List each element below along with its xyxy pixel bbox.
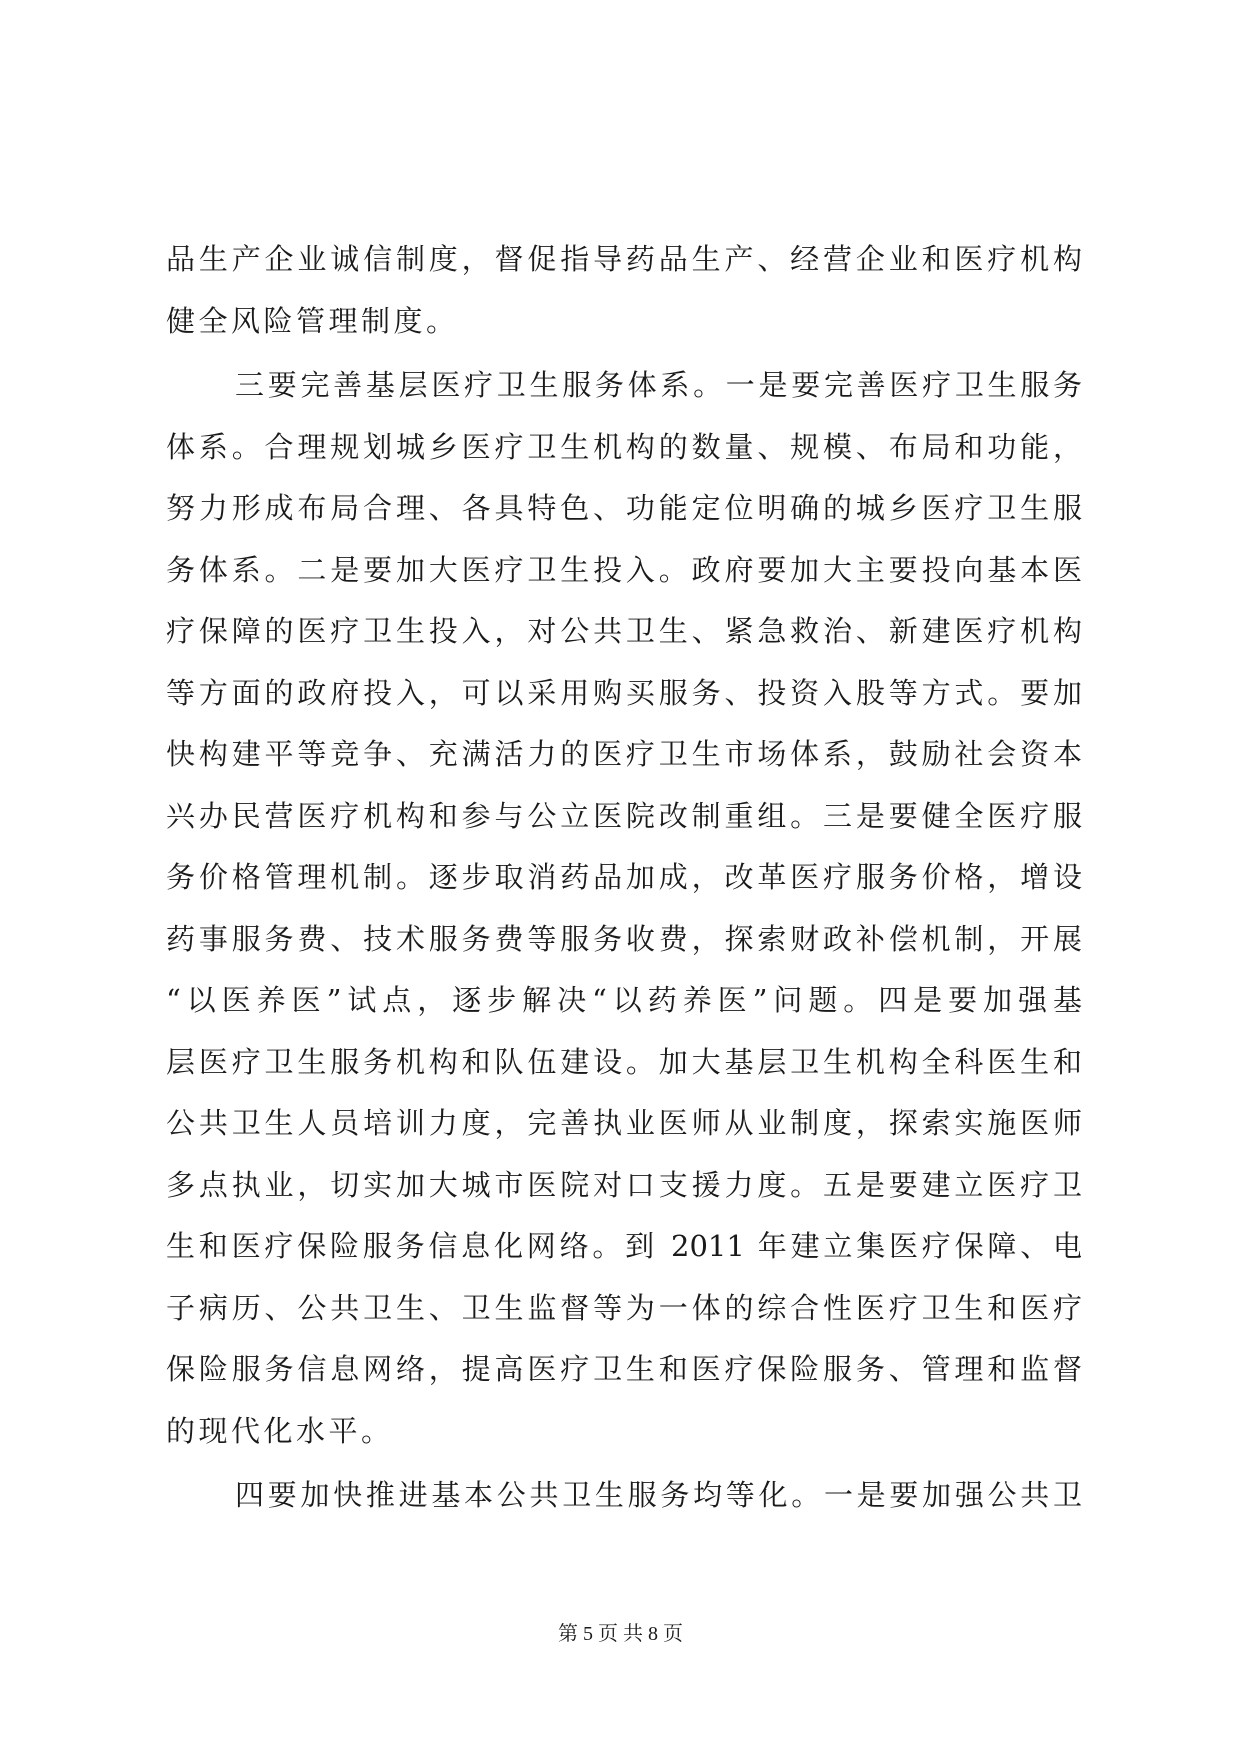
text-line: 层医疗卫生服务机构和队伍建设。加大基层卫生机构全科医生和 xyxy=(166,1044,1082,1079)
text-line: 务价格管理机制。逐步取消药品加成，改革医疗服务价格，增设 xyxy=(166,860,1082,894)
text-line: 快构建平等竞争、充满活力的医疗卫生市场体系，鼓励社会资本 xyxy=(166,737,1082,771)
page-number-footer: 第 5 页 共 8 页 xyxy=(558,1623,683,1645)
text-line: 三要完善基层医疗卫生服务体系。一是要完善医疗卫生服务 xyxy=(235,368,1082,402)
text-line: 的现代化水平。 xyxy=(166,1413,394,1448)
text-line: 品生产企业诚信制度，督促指导药品生产、经营企业和医疗机构 xyxy=(166,242,1082,276)
text-line: 生和医疗保险服务信息化网络。到 2011 年建立集医疗保障、电 xyxy=(166,1229,1082,1263)
text-line: 兴办民营医疗机构和参与公立医院改制重组。三是要健全医疗服 xyxy=(166,798,1082,833)
paragraph xyxy=(166,1465,1082,1527)
text-line: 药事服务费、技术服务费等服务收费，探索财政补偿机制，开展 xyxy=(166,921,1082,956)
text-line: 等方面的政府投入，可以采用购买服务、投资入股等方式。要加 xyxy=(166,675,1082,710)
text-line: 子病历、公共卫生、卫生监督等为一体的综合性医疗卫生和医疗 xyxy=(166,1290,1082,1325)
text-line: 多点执业，切实加大城市医院对口支援力度。五是要建立医疗卫 xyxy=(166,1167,1082,1202)
text-line: 保险服务信息网络，提高医疗卫生和医疗保险服务、管理和监督 xyxy=(166,1352,1082,1386)
paragraph xyxy=(166,229,1082,352)
text-line: 体系。合理规划城乡医疗卫生机构的数量、规模、布局和功能， xyxy=(166,429,1082,464)
text-line: 务体系。二是要加大医疗卫生投入。政府要加大主要投向基本医 xyxy=(166,552,1082,587)
body-text xyxy=(166,229,1082,1530)
text-line: 努力形成布局合理、各具特色、功能定位明确的城乡医疗卫生服 xyxy=(166,491,1082,525)
text-line: 疗保障的医疗卫生投入，对公共卫生、紧急救治、新建医疗机构 xyxy=(166,614,1082,648)
text-line: 公共卫生人员培训力度，完善执业医师从业制度，探索实施医师 xyxy=(166,1106,1082,1140)
paragraph xyxy=(166,355,1082,1462)
text-line: “以医养医”试点，逐步解决“以药养医”问题。四是要加强基 xyxy=(166,983,1082,1017)
text-line: 健全风险管理制度。 xyxy=(166,303,459,338)
text-line: 四要加快推进基本公共卫生服务均等化。一是要加强公共卫 xyxy=(235,1478,1082,1512)
